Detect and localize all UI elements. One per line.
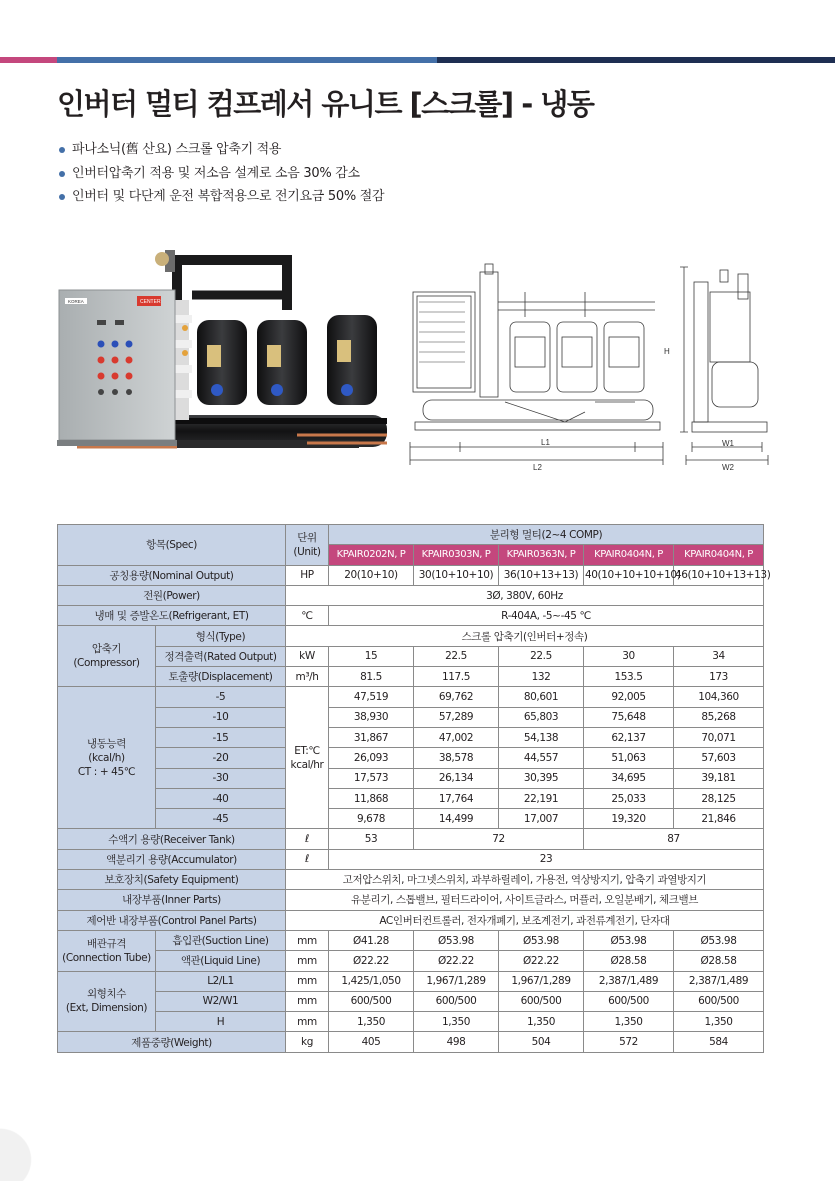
value-cell: 47,519 [329, 687, 414, 707]
value-cell: Ø41.28 [329, 930, 414, 950]
value-cell: 25,033 [584, 788, 674, 808]
feature-item: 파나소닉(舊 산요) 스크롤 압축기 적용 [57, 138, 384, 162]
panel-brand-label: KOREA [68, 299, 84, 304]
row-label: 제어반 내장부품(Control Panel Parts) [58, 910, 286, 930]
value-cell: 504 [499, 1032, 584, 1052]
value-cell: 17,573 [329, 768, 414, 788]
value-cell: 30 [584, 646, 674, 666]
row-label: W2/W1 [156, 991, 286, 1011]
unit-cell: mm [286, 991, 329, 1011]
value-cell: 54,138 [499, 727, 584, 747]
row-label: 형식(Type) [156, 626, 286, 646]
value-cell: 9,678 [329, 809, 414, 829]
value-cell: 23 [329, 849, 764, 869]
value-cell: 572 [584, 1032, 674, 1052]
value-cell: 11,868 [329, 788, 414, 808]
value-cell: 스크롤 압축기(인버터+정속) [286, 626, 764, 646]
value-cell: Ø53.98 [584, 930, 674, 950]
drawing-label-l1: L1 [541, 438, 550, 447]
value-cell: 38,930 [329, 707, 414, 727]
value-cell: 34 [674, 646, 764, 666]
value-cell: 65,803 [499, 707, 584, 727]
value-cell: 104,360 [674, 687, 764, 707]
value-cell: Ø22.22 [329, 951, 414, 971]
value-cell: 26,093 [329, 748, 414, 768]
value-cell: 1,350 [674, 1012, 764, 1032]
table-row [58, 1012, 764, 1032]
value-cell: 75,648 [584, 707, 674, 727]
value-cell: 31,867 [329, 727, 414, 747]
value-cell: 72 [414, 829, 584, 849]
value-cell: 28,125 [674, 788, 764, 808]
table-row [58, 910, 764, 930]
row-label: -20 [156, 748, 286, 768]
unit-cell: mm [286, 930, 329, 950]
drawing-label-l2: L2 [533, 463, 542, 472]
row-label: H [156, 1012, 286, 1032]
decorative-corner-shape [0, 1128, 40, 1181]
row-label: 냉매 및 증발온도(Refrigerant, ET) [58, 606, 286, 626]
unit-cell: ℓ [286, 849, 329, 869]
value-cell: Ø53.98 [499, 930, 584, 950]
value-cell: 132 [499, 667, 584, 687]
table-row [58, 930, 764, 950]
row-group-label [58, 626, 156, 687]
unit-cell: ℓ [286, 829, 329, 849]
value-cell: 600/500 [584, 991, 674, 1011]
model-cell: KPAIR0363N, P [499, 545, 584, 565]
front-view-drawing [405, 262, 667, 472]
feature-item: 인버터압축기 적용 및 저소음 설계로 소음 30% 감소 [57, 162, 384, 186]
connection-label: 배관규격 (Connection Tube) [62, 937, 151, 964]
table-row [58, 646, 764, 666]
value-cell: 117.5 [414, 667, 499, 687]
value-cell: 85,268 [674, 707, 764, 727]
value-cell: 34,695 [584, 768, 674, 788]
value-cell: 40(10+10+10+10) [584, 565, 674, 585]
value-cell: 62,137 [584, 727, 674, 747]
value-cell: 22.5 [499, 646, 584, 666]
value-cell: 1,425/1,050 [329, 971, 414, 991]
value-cell: AC인버터컨트롤러, 전자개폐기, 보조계전기, 과전류계전기, 단자대 [286, 910, 764, 930]
unit-cell: mm [286, 951, 329, 971]
top-bar-navy [437, 57, 835, 63]
value-cell: 17,007 [499, 809, 584, 829]
spec-table [57, 524, 771, 1053]
unit-cell [286, 687, 329, 829]
row-group-label [58, 687, 156, 829]
value-cell: 57,603 [674, 748, 764, 768]
panel-tag-label: CENTER [140, 299, 161, 305]
value-cell: 70,071 [674, 727, 764, 747]
table-row [58, 788, 764, 808]
value-cell: 173 [674, 667, 764, 687]
row-group-label [58, 971, 156, 1032]
model-cell: KPAIR0404N, P [674, 545, 764, 565]
value-cell: 1,350 [584, 1012, 674, 1032]
value-cell: 고저압스위치, 마그넷스위치, 과부하릴레이, 가용전, 역상방지기, 압축기 과열방지기 [286, 870, 764, 890]
unit-cell: mm [286, 971, 329, 991]
row-label: -40 [156, 788, 286, 808]
value-cell: Ø53.98 [674, 930, 764, 950]
row-label: 보호장치(Safety Equipment) [58, 870, 286, 890]
row-label: -30 [156, 768, 286, 788]
value-cell: 600/500 [329, 991, 414, 1011]
value-cell: 2,387/1,489 [584, 971, 674, 991]
value-cell: 51,063 [584, 748, 674, 768]
row-group-label [58, 930, 156, 971]
value-cell: 87 [584, 829, 764, 849]
table-row [58, 870, 764, 890]
drawing-label-w2: W2 [722, 463, 734, 472]
row-label: 제품중량(Weight) [58, 1032, 286, 1052]
value-cell: 22,191 [499, 788, 584, 808]
table-row [58, 1032, 764, 1052]
value-cell: 22.5 [414, 646, 499, 666]
value-cell: 유분리기, 스톱밸브, 필터드라이어, 사이트글라스, 머플러, 오일분배기, 체크밸브 [286, 890, 764, 910]
value-cell: Ø28.58 [584, 951, 674, 971]
value-cell: 1,350 [329, 1012, 414, 1032]
table-row [58, 667, 764, 687]
table-row [58, 585, 764, 605]
value-cell: R-404A, -5~-45 ℃ [329, 606, 764, 626]
value-cell: 3Ø, 380V, 60Hz [286, 585, 764, 605]
unit-cell: kg [286, 1032, 329, 1052]
value-cell: 30(10+10+10) [414, 565, 499, 585]
feature-list [57, 138, 384, 209]
model-cell: KPAIR0303N, P [414, 545, 499, 565]
value-cell: 405 [329, 1032, 414, 1052]
table-row [58, 890, 764, 910]
value-cell: 47,002 [414, 727, 499, 747]
row-label: 토출량(Displacement) [156, 667, 286, 687]
value-cell: 44,557 [499, 748, 584, 768]
unit-cell: m³/h [286, 667, 329, 687]
model-cell: KPAIR0202N, P [329, 545, 414, 565]
value-cell: 26,134 [414, 768, 499, 788]
table-row [58, 951, 764, 971]
table-row [58, 809, 764, 829]
table-row [58, 971, 764, 991]
row-label: 수액기 용량(Receiver Tank) [58, 829, 286, 849]
row-label: -10 [156, 707, 286, 727]
value-cell: 69,762 [414, 687, 499, 707]
spec-header: 항목(Spec) [58, 525, 286, 566]
table-row [58, 606, 764, 626]
unit-header [286, 525, 329, 566]
value-cell: Ø28.58 [674, 951, 764, 971]
value-cell: Ø22.22 [414, 951, 499, 971]
value-cell: 39,181 [674, 768, 764, 788]
table-row [58, 565, 764, 585]
value-cell: 81.5 [329, 667, 414, 687]
table-row [58, 991, 764, 1011]
value-cell: 36(10+13+13) [499, 565, 584, 585]
value-cell: 80,601 [499, 687, 584, 707]
product-photo [57, 240, 397, 490]
group-header: 분리형 멀티(2~4 COMP) [329, 525, 764, 545]
value-cell: 57,289 [414, 707, 499, 727]
table-row [58, 727, 764, 747]
value-cell: 30,395 [499, 768, 584, 788]
dimension-label: 외형치수 (Ext, Dimension) [65, 988, 148, 1015]
row-label: -45 [156, 809, 286, 829]
capacity-unit: ET:℃ kcal/hr [290, 744, 324, 771]
value-cell: 19,320 [584, 809, 674, 829]
table-row [58, 768, 764, 788]
value-cell: Ø22.22 [499, 951, 584, 971]
unit-cell: ℃ [286, 606, 329, 626]
table-row [58, 829, 764, 849]
row-label: 전원(Power) [58, 585, 286, 605]
feature-item: 인버터 및 다단계 운전 복합적용으로 전기요금 50% 절감 [57, 185, 384, 209]
value-cell: 17,764 [414, 788, 499, 808]
value-cell: 153.5 [584, 667, 674, 687]
value-cell: 498 [414, 1032, 499, 1052]
value-cell: 584 [674, 1032, 764, 1052]
row-label: L2/L1 [156, 971, 286, 991]
unit-cell: kW [286, 646, 329, 666]
value-cell: 21,846 [674, 809, 764, 829]
value-cell: 1,350 [414, 1012, 499, 1032]
value-cell: 38,578 [414, 748, 499, 768]
row-label: -5 [156, 687, 286, 707]
row-label: 공칭용량(Nominal Output) [58, 565, 286, 585]
drawing-label-h: H [664, 347, 670, 356]
value-cell: 600/500 [414, 991, 499, 1011]
value-cell: 14,499 [414, 809, 499, 829]
value-cell: 600/500 [674, 991, 764, 1011]
capacity-label: 냉동능력 (kcal/h) CT : + 45℃ [77, 737, 136, 778]
value-cell: 1,967/1,289 [414, 971, 499, 991]
table-row [58, 687, 764, 707]
value-cell: 1,967/1,289 [499, 971, 584, 991]
model-cell: KPAIR0404N, P [584, 545, 674, 565]
table-row [58, 849, 764, 869]
row-label: 내장부품(Inner Parts) [58, 890, 286, 910]
unit-header-text: 단위 (Unit) [293, 531, 321, 558]
row-label: 정격출력(Rated Output) [156, 646, 286, 666]
top-bar-pink [0, 57, 57, 63]
value-cell: 20(10+10) [329, 565, 414, 585]
top-color-bar [0, 57, 835, 63]
table-header-row [58, 525, 764, 545]
table-row [58, 626, 764, 646]
row-label: -15 [156, 727, 286, 747]
unit-cell: mm [286, 1012, 329, 1032]
unit-cell: HP [286, 565, 329, 585]
value-cell: 92,005 [584, 687, 674, 707]
row-label: 흡입관(Suction Line) [156, 930, 286, 950]
page-title: 인버터 멀티 컴프레서 유니트 [스크롤] - 냉동 [57, 87, 594, 121]
side-view-drawing [664, 262, 780, 472]
value-cell: 600/500 [499, 991, 584, 1011]
value-cell: 1,350 [499, 1012, 584, 1032]
value-cell: 46(10+10+13+13) [674, 565, 764, 585]
row-label: 액분리기 용량(Accumulator) [58, 849, 286, 869]
table-row [58, 748, 764, 768]
table-row [58, 707, 764, 727]
value-cell: Ø53.98 [414, 930, 499, 950]
compressor-label: 압축기 (Compressor) [73, 643, 140, 670]
value-cell: 53 [329, 829, 414, 849]
value-cell: 15 [329, 646, 414, 666]
top-bar-blue [57, 57, 437, 63]
drawing-label-w1: W1 [722, 439, 734, 448]
value-cell: 2,387/1,489 [674, 971, 764, 991]
row-label: 액관(Liquid Line) [156, 951, 286, 971]
